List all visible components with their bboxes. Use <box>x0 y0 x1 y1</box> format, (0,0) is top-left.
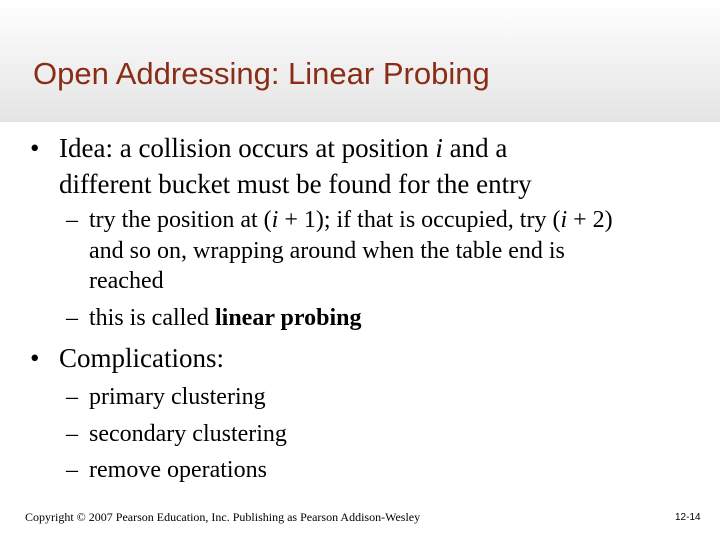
term-linear-probing: linear probing <box>214 305 362 331</box>
dash-marker: – <box>66 457 78 483</box>
dash-marker: – <box>66 384 78 410</box>
footer-page-number: 12-14 <box>675 512 701 523</box>
sub-bullet-try-line-3: reached <box>89 268 164 294</box>
complication-item-text: primary clustering <box>89 384 266 410</box>
bullet-marker: • <box>30 133 40 163</box>
sub-bullet-linear-probing-text: this is called linear probing <box>89 305 362 331</box>
dash-marker: – <box>66 305 78 331</box>
bullet-idea-line-2: different bucket must be found for the entry <box>59 169 532 199</box>
dash-marker: – <box>66 207 78 233</box>
bullet-idea-line-1: Idea: a collision occurs at position i and a <box>59 133 508 163</box>
sub-bullet-try-line-2: and so on, wrapping around when the table end is <box>89 238 565 264</box>
bullet-complications-text: Complications: <box>59 343 224 373</box>
sub-bullet-try-line-1: try the position at (i + 1); if that is occupied, try (i + 2) <box>89 207 613 233</box>
dash-marker: – <box>66 421 78 447</box>
complication-item-text: secondary clustering <box>89 421 287 447</box>
complication-item-text: remove operations <box>89 457 267 483</box>
bullet-marker: • <box>30 343 40 373</box>
footer-copyright: Copyright © 2007 Pearson Education, Inc. Publishing as Pearson Addison-Wesley <box>25 510 421 524</box>
slide-title: Open Addressing: Linear Probing <box>33 56 490 91</box>
